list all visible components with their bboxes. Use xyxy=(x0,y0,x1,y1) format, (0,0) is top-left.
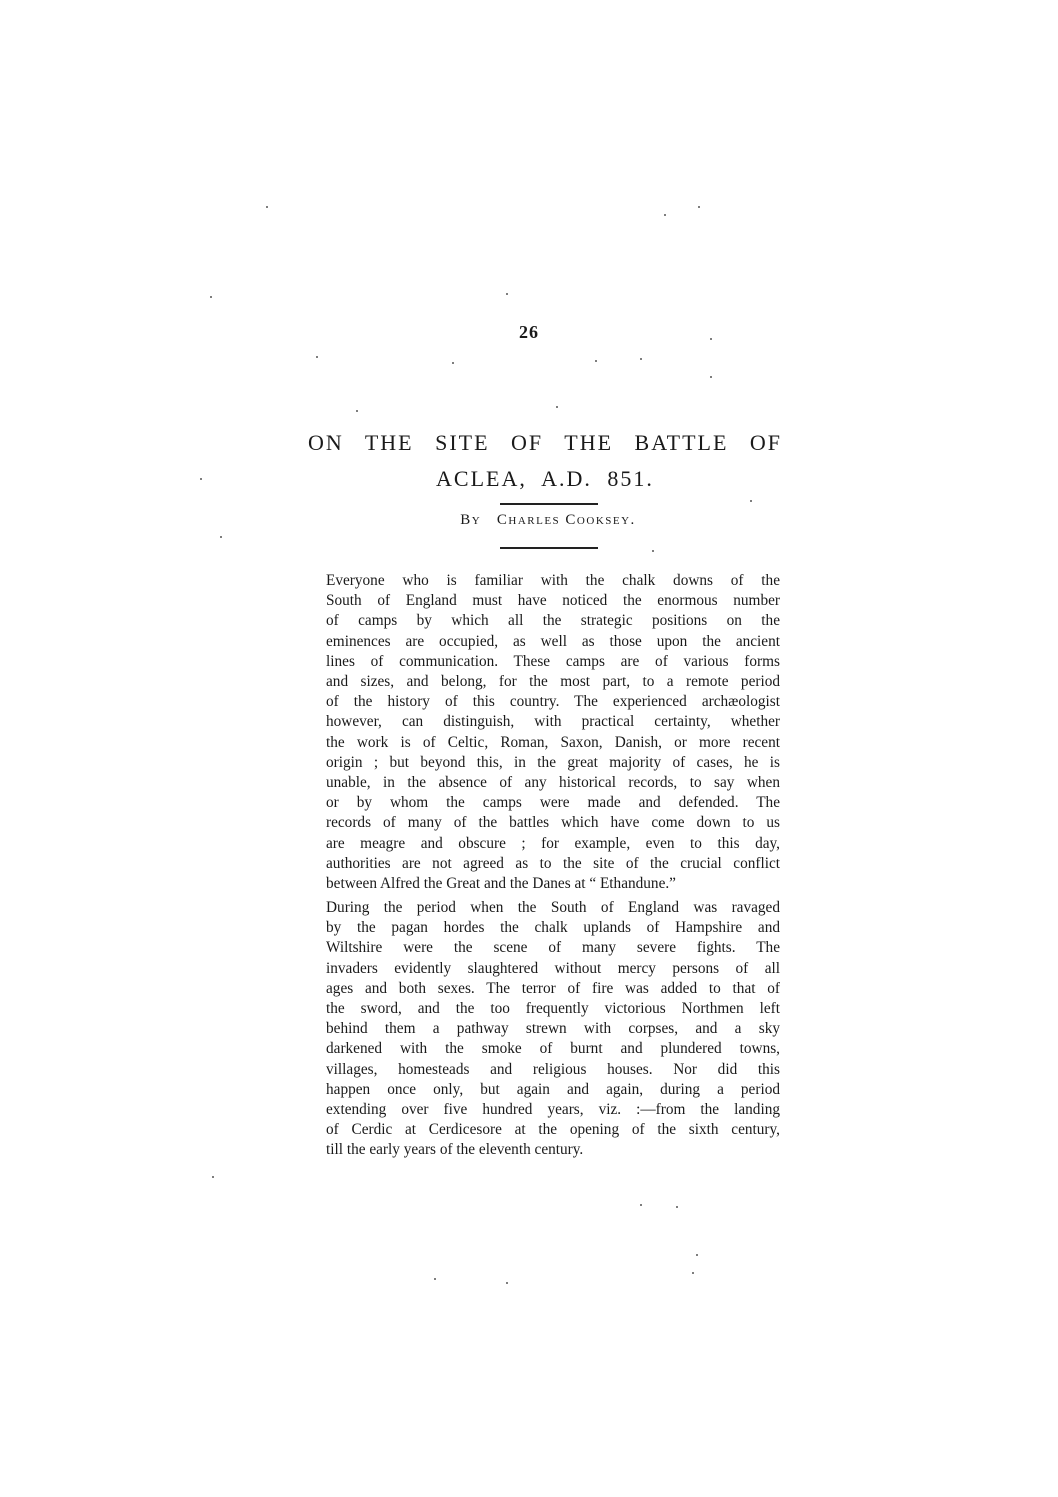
scan-speck xyxy=(316,356,318,358)
text-line: of camps by which all the strategic positions on the xyxy=(326,612,780,630)
paragraph-1-text xyxy=(312,571,780,894)
text-line: lines of communication. These camps are of various forms xyxy=(326,652,780,670)
text-line: of the history of this country. The experienced archæologist xyxy=(326,693,780,711)
byline xyxy=(0,512,1058,529)
paragraph-1 xyxy=(312,571,780,894)
scan-speck xyxy=(640,358,642,360)
scan-speck xyxy=(750,500,752,502)
scan-speck xyxy=(595,360,597,362)
paragraph-2 xyxy=(312,898,780,1161)
byline-by: By xyxy=(460,512,482,528)
scan-speck xyxy=(452,362,454,364)
scan-speck xyxy=(652,550,654,552)
scan-speck xyxy=(210,296,212,298)
text-line: authorities are not agreed as to the site of the crucial conflict xyxy=(326,854,780,872)
text-line: records of many of the battles which have come down to us xyxy=(326,814,780,832)
text-line: invaders evidently slaughtered without mercy persons of all xyxy=(326,959,780,977)
scan-speck xyxy=(356,410,358,412)
scan-speck xyxy=(506,1282,508,1284)
title-divider-top xyxy=(500,503,598,505)
scan-speck xyxy=(212,1176,214,1178)
text-line: and sizes, and belong, for the most part, to a remote period xyxy=(326,673,780,691)
article-title-line-1: ON THE SITE OF THE BATTLE OF xyxy=(307,430,783,455)
text-line: unable, in the absence of any historical records, to say when xyxy=(326,774,780,792)
text-line: eminences are occupied, as well as those upon the ancient xyxy=(326,632,780,650)
scan-speck xyxy=(640,1204,642,1206)
paragraph-2-text xyxy=(312,898,780,1161)
text-line: extending over five hundred years, viz. :—from the landing xyxy=(326,1101,780,1119)
scan-speck xyxy=(266,206,268,208)
text-line: ages and both sexes. The terror of fire was added to that of xyxy=(326,979,780,997)
text-line: South of England must have noticed the enormous number xyxy=(326,592,780,610)
scan-speck xyxy=(200,478,202,480)
scan-speck xyxy=(692,1272,694,1274)
scan-speck xyxy=(710,338,712,340)
text-line: however, can distinguish, with practical certainty, whether xyxy=(326,713,780,731)
text-line: the work is of Celtic, Roman, Saxon, Danish, or more recent xyxy=(326,733,780,751)
scan-speck xyxy=(506,293,508,295)
text-line: Wiltshire were the scene of many severe fights. The xyxy=(326,939,780,957)
scan-speck xyxy=(698,206,700,208)
text-line: darkened with the smoke of burnt and plundered towns, xyxy=(326,1040,780,1058)
scan-speck xyxy=(664,214,666,216)
page-number: 26 xyxy=(519,322,539,342)
text-line: till the early years of the eleventh century. xyxy=(326,1141,584,1159)
scan-speck xyxy=(710,376,712,378)
text-line: or by whom the camps were made and defended. The xyxy=(326,794,780,812)
scan-speck xyxy=(556,406,558,408)
scan-speck xyxy=(434,1278,436,1280)
scan-speck xyxy=(676,1206,678,1208)
scan-speck xyxy=(220,536,222,538)
text-line: by the pagan hordes the chalk uplands of Hampshire and xyxy=(326,919,780,937)
text-line: origin ; but beyond this, in the great majority of cases, he is xyxy=(326,753,780,771)
text-line: are meagre and obscure ; for example, even to this day, xyxy=(326,834,780,852)
text-line: happen once only, but again and again, during a period xyxy=(326,1080,780,1098)
text-line: behind them a pathway strewn with corpses, and a sky xyxy=(326,1020,780,1038)
scan-speck xyxy=(696,1254,698,1256)
text-line: the sword, and the too frequently victorious Northmen left xyxy=(326,1000,780,1018)
article-title-line-2: ACLEA, A.D. 851. xyxy=(436,466,654,491)
text-line: of Cerdic at Cerdicesore at the opening of the sixth century, xyxy=(326,1121,780,1139)
title-divider-bottom xyxy=(500,547,598,549)
byline-author: Charles Cooksey. xyxy=(496,512,636,528)
text-line: villages, homesteads and religious houses. Nor did this xyxy=(326,1060,780,1078)
text-line: During the period when the South of England was ravaged xyxy=(326,899,780,916)
text-line: Everyone who is familiar with the chalk downs of the xyxy=(326,572,780,589)
text-line: between Alfred the Great and the Danes at “ Ethandune.” xyxy=(326,875,676,893)
